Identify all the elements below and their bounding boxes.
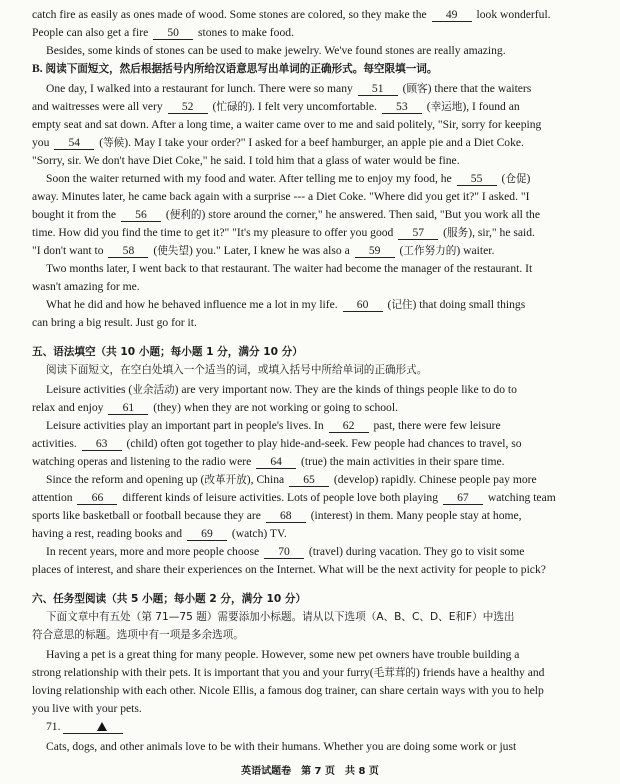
text-segment: Soon the waiter returned with my food and water. After telling me to enjoy my food, he — [46, 172, 455, 185]
text-segment: ( — [440, 226, 448, 239]
text-line — [46, 296, 592, 314]
text-segment: wasn't amazing for me. — [32, 280, 140, 293]
text-segment: relax and enjoy — [32, 401, 107, 414]
text-line — [32, 278, 592, 296]
chinese-text: 改革开放 — [204, 474, 247, 486]
chinese-text: 顾客 — [406, 83, 428, 95]
section-heading — [32, 590, 592, 608]
text-segment: places of interest, and share their experiences on the Internet. What will be the next activity for people to pick? — [32, 563, 546, 576]
answer-blank-68: 68 — [266, 509, 306, 523]
text-line — [32, 134, 592, 152]
chinese-text: 毛茸茸的 — [373, 667, 417, 679]
chinese-text: 便利的 — [169, 209, 202, 221]
chinese-text: 业余活动 — [132, 384, 175, 396]
text-segment: you — [32, 136, 53, 149]
text-line — [46, 608, 592, 626]
chinese-text: 六、任务型阅读（共 5 小题；每小题 2 分，满分 10 分） — [32, 593, 307, 605]
answer-blank-59: 59 — [355, 244, 395, 258]
text-line — [46, 80, 592, 98]
chinese-text: 服务 — [447, 227, 469, 239]
text-segment: ), I found an — [462, 100, 520, 113]
text-segment: Leisure activities play an important part in people's lives. In — [46, 419, 327, 432]
text-segment: sports like basketball or football because they are — [32, 509, 264, 522]
chinese-text: 幸运地 — [430, 101, 463, 113]
text-segment: ) store around the corner," he answered. Then said, "But you work all the — [201, 208, 540, 221]
text-segment: ( — [423, 100, 431, 113]
chinese-text: 下面文章中有五处（第 71—75 题）需要添加小标题。请从以下选项（A、B、C、D、E和F）中选出 — [46, 611, 515, 623]
text-line — [32, 314, 592, 332]
text-segment: activities. — [32, 437, 80, 450]
text-segment: ( — [399, 82, 407, 95]
text-segment: ( — [384, 298, 392, 311]
text-line — [46, 42, 592, 60]
text-segment: B. — [32, 62, 46, 75]
chinese-text: 忙碌的 — [216, 101, 249, 113]
text-line — [46, 646, 592, 664]
text-segment: (develop) rapidly. Chinese people pay more — [331, 473, 537, 486]
text-segment: (they) when they are not working or going to school. — [150, 401, 398, 414]
text-line — [32, 116, 592, 134]
text-segment: What he did and how he behaved influence me a lot in my life. — [46, 298, 341, 311]
text-segment: can bring a big result. Just go for it. — [32, 316, 197, 329]
text-line — [46, 738, 592, 756]
text-line — [32, 6, 592, 24]
text-segment: watching operas and listening to the radio were — [32, 455, 255, 468]
text-line — [46, 543, 592, 561]
text-segment: (child) often got together to play hide-and-seek. Few people had chances to travel, so — [123, 437, 522, 450]
text-line — [46, 381, 592, 399]
text-line — [46, 718, 592, 736]
chinese-text: 五、语法填空（共 10 小题；每小题 1 分，满分 10 分） — [32, 346, 303, 358]
text-segment: ), sir," he said. — [468, 226, 535, 239]
answer-blank-66: 66 — [77, 491, 117, 505]
chinese-text: 阅读下面短文，在空白处填入一个适当的词，或填入括号中所给单词的正确形式。 — [46, 364, 428, 376]
text-segment: Since the reform and opening up ( — [46, 473, 205, 486]
text-line — [32, 399, 592, 417]
text-segment: look wonderful. — [473, 8, 551, 21]
answer-blank-52: 52 — [168, 100, 208, 114]
text-segment: ) there that the waiters — [427, 82, 532, 95]
answer-blank-58: 58 — [108, 244, 148, 258]
text-segment: ), China — [246, 473, 288, 486]
answer-blank-69: 69 — [187, 527, 227, 541]
text-line — [46, 260, 592, 278]
answer-blank-67: 67 — [443, 491, 483, 505]
text-segment: ( — [150, 244, 158, 257]
text-segment: One day, I walked into a restaurant for lunch. There were so many — [46, 82, 356, 95]
page-footer: 英语试题卷 第 7 页 共 8 页 — [241, 766, 379, 777]
text-segment: you live with your pets. — [32, 702, 142, 715]
answer-blank-53: 53 — [382, 100, 422, 114]
text-segment: ) that doing small things — [412, 298, 526, 311]
text-segment: strong relationship with their pets. It is important that you and your furry( — [32, 666, 374, 679]
text-segment: time. How did you find the time to get it?" "It's my pleasure to offer you good — [32, 226, 397, 239]
answer-blank-65: 65 — [289, 473, 329, 487]
text-segment: bought it from the — [32, 208, 119, 221]
text-segment: (interest) in them. Many people stay at home, — [307, 509, 522, 522]
text-line — [32, 626, 592, 644]
text-line — [46, 170, 592, 188]
text-line — [46, 417, 592, 435]
text-segment: (watch) TV. — [228, 527, 287, 540]
text-line — [32, 507, 592, 525]
text-segment: having a rest, reading books and — [32, 527, 185, 540]
text-line — [32, 489, 592, 507]
text-segment: ) friends have a healthy and — [416, 666, 545, 679]
answer-blank-60: 60 — [343, 298, 383, 312]
section-heading — [32, 343, 592, 361]
text-segment: attention — [32, 491, 76, 504]
text-segment: Besides, some kinds of stones can be used to make jewelry. We've found stones are really amazing. — [46, 44, 506, 57]
text-line — [46, 361, 592, 379]
answer-blank-62: 62 — [329, 419, 369, 433]
text-line — [32, 98, 592, 116]
answer-blank-71 — [63, 720, 123, 734]
answer-blank-50: 50 — [153, 26, 193, 40]
text-segment: and waitresses were all very — [32, 100, 166, 113]
text-line — [32, 24, 592, 42]
chinese-text: 使失望 — [157, 245, 189, 257]
text-line — [32, 224, 592, 242]
text-segment: "I don't want to — [32, 244, 107, 257]
text-line — [32, 664, 592, 682]
chinese-text: 工作努力的 — [403, 245, 457, 257]
text-segment: ) waiter. — [456, 244, 495, 257]
text-line — [32, 435, 592, 453]
text-segment: ). I felt very uncomfortable. — [248, 100, 380, 113]
text-segment: ) are very important now. They are the kinds of things people like to do to — [174, 383, 517, 396]
text-segment: (travel) during vacation. They go to visit some — [306, 545, 525, 558]
chinese-text: 仓促 — [505, 173, 527, 185]
text-line — [32, 561, 592, 579]
text-segment: "Sorry, sir. We don't have Diet Coke," he said. I told him that a glass of water would be fine. — [32, 154, 460, 167]
text-segment: ( — [96, 136, 104, 149]
text-segment: watching team — [484, 491, 556, 504]
text-line — [32, 682, 592, 700]
chinese-text: 记住 — [391, 299, 413, 311]
answer-blank-56: 56 — [121, 208, 161, 222]
answer-blank-70: 70 — [264, 545, 304, 559]
text-segment: ( — [162, 208, 170, 221]
text-segment: ). May I take your order?" I asked for a beef hamburger, an apple pie and a Diet Coke. — [124, 136, 524, 149]
text-segment: different kinds of leisure activities. Lots of people love both playing — [119, 491, 441, 504]
text-segment: past, there were few leisure — [370, 419, 501, 432]
text-segment: catch fire as easily as ones made of wood. Some stones are colored, so they make the — [32, 8, 430, 21]
answer-blank-63: 63 — [82, 437, 122, 451]
answer-blank-49: 49 — [432, 8, 472, 22]
answer-blank-54: 54 — [54, 136, 94, 150]
text-segment: loving relationship with each other. Nicole Ellis, a famous dog trainer, can share certain ways with you to help — [32, 684, 544, 697]
text-segment: People can also get a fire — [32, 26, 152, 39]
text-line — [32, 525, 592, 543]
text-line — [46, 471, 592, 489]
answer-blank-55: 55 — [457, 172, 497, 186]
text-segment: empty seat and sat down. After a long time, a waiter came over to me and said politely, "Sir, sorry for keeping — [32, 118, 542, 131]
text-line — [32, 188, 592, 206]
triangle-marker-icon — [97, 722, 107, 731]
text-segment: stones to make food. — [195, 26, 294, 39]
text-line — [32, 206, 592, 224]
text-segment: away. Minutes later, he came back again with a surprise --- a Diet Coke. "Where did you get it?" I asked. "I — [32, 190, 530, 203]
text-line — [32, 152, 592, 170]
chinese-text: 符合意思的标题。选项中有一项是多余选项。 — [32, 629, 244, 641]
text-segment: Having a pet is a great thing for many people. However, some new pet owners have trouble building a — [46, 648, 520, 661]
text-line — [32, 700, 592, 718]
text-segment: Cats, dogs, and other animals love to be with their humans. Whether you are doing some work or just — [46, 740, 517, 753]
answer-blank-61: 61 — [108, 401, 148, 415]
chinese-text: 阅读下面短文，然后根据括号内所给汉语意思写出单词的正确形式。每空限填一词。 — [45, 63, 438, 75]
text-line — [32, 242, 592, 260]
answer-blank-64: 64 — [256, 455, 296, 469]
section-heading — [32, 60, 592, 78]
text-segment: (true) the main activities in their spare time. — [298, 455, 505, 468]
text-segment: In recent years, more and more people choose — [46, 545, 263, 558]
text-segment: ( — [209, 100, 217, 113]
chinese-text: 等候 — [103, 137, 125, 149]
answer-blank-57: 57 — [398, 226, 438, 240]
text-segment: 71. — [46, 720, 61, 733]
text-line — [32, 453, 592, 471]
text-segment: ) — [526, 172, 531, 185]
text-segment: Leisure activities ( — [46, 383, 133, 396]
text-segment: ) you." Later, I knew he was also a — [189, 244, 353, 257]
text-segment: ( — [498, 172, 506, 185]
text-segment: ( — [396, 244, 404, 257]
text-segment: Two months later, I went back to that restaurant. The waiter had become the manager of the restaurant. It — [46, 262, 533, 275]
answer-blank-51: 51 — [358, 82, 398, 96]
